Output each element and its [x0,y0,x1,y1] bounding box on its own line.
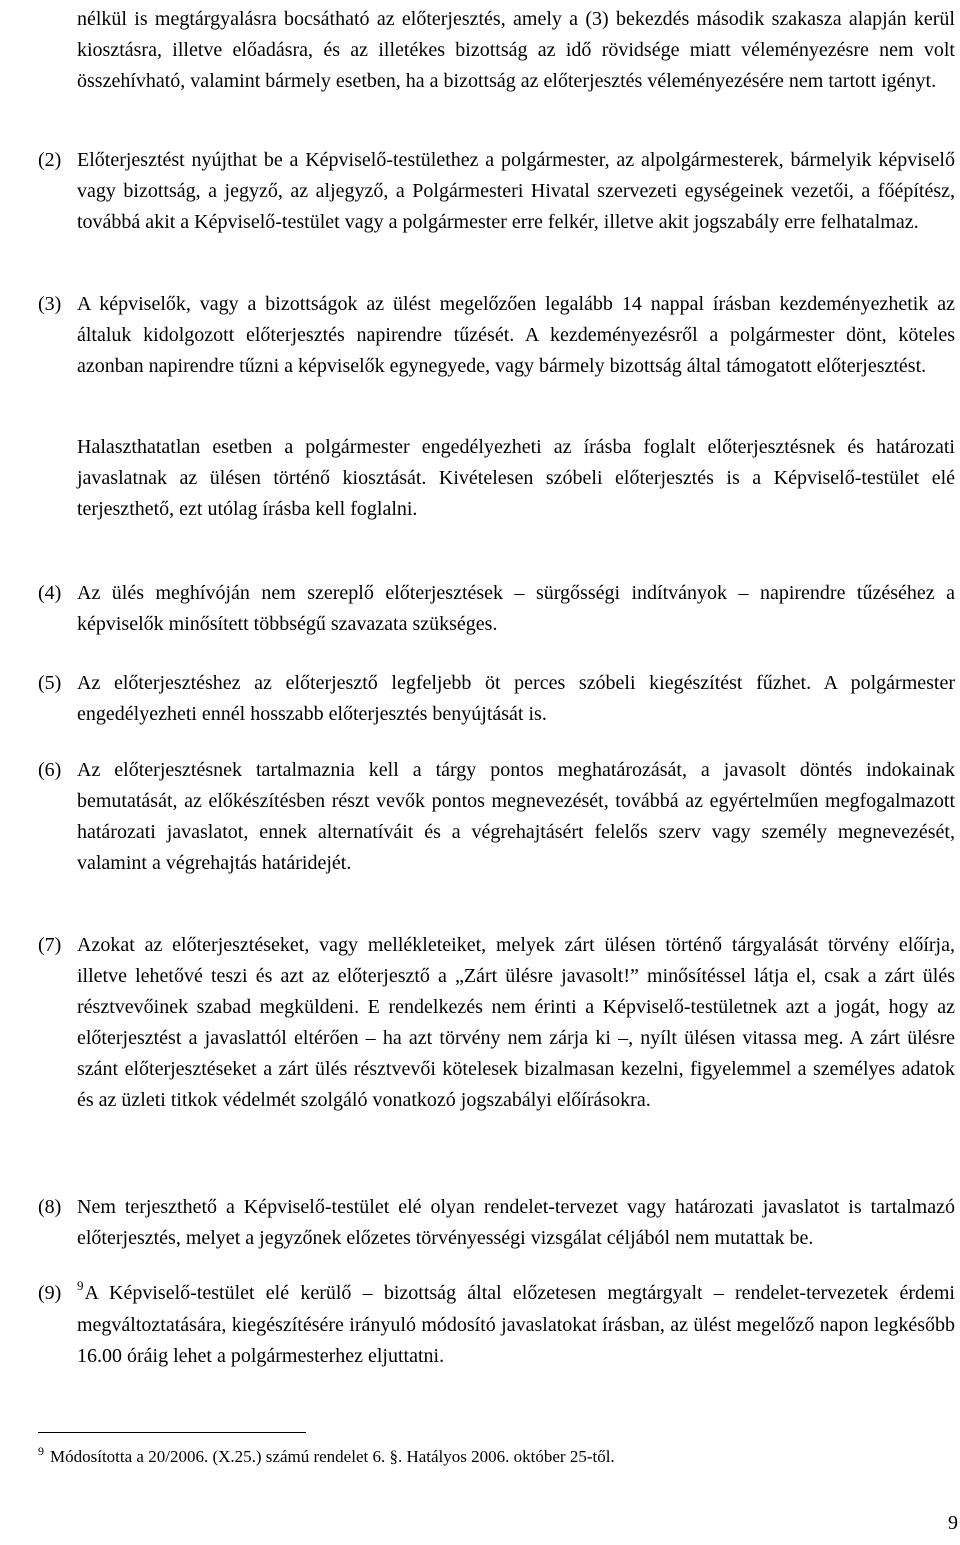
footnote-reference[interactable]: 9 [77,1278,84,1293]
paragraph-text: Azokat az előterjesztéseket, vagy mellékleteiket, melyek zárt ülésen történő tárgyalását törvény előírja, illetve lehetővé teszi és azt az előterjesztő a „Zárt ülésre javasolt!” minősítéssel látja el, csak a zárt ülés résztvevőinek szabad megküldeni. E rendelkezés nem érinti a Képviselő-testületnek azt a jogát, hogy az előterjesztést a javaslattól eltérően – ha azt törvény nem zárja ki –, nyílt ülésen vitassa meg. A zárt ülésre szánt előterjesztéseket a zárt ülés résztvevői kötelesek bizalmasan kezelni, figyelemmel a személyes adatok és az üzleti titkok védelmét szolgáló vonatkozó jogszabályi előírásokra. [77,934,955,1111]
paragraph-3 [38,289,955,382]
paragraph-9 [38,1278,955,1372]
paragraph-8 [38,1192,955,1254]
paragraph-number: (6) [38,759,62,781]
footnote-mark: 9 [38,1444,44,1458]
paragraph-2 [38,145,955,238]
footnote-text: Módosította a 20/2006. (X.25.) számú rendelet 6. §. Hatályos 2006. október 25-től. [50,1447,615,1466]
paragraph-number: (9) [38,1282,62,1304]
footnote [38,1446,615,1469]
paragraph-number: (3) [38,293,62,315]
paragraph-3-continued: Halaszthatatlan esetben a polgármester engedélyezheti az írásba foglalt előterjesztésnek és határozati javaslatnak az ülésen történő kiosztását. Kivételesen szóbeli előterjesztés is a Képviselő-testület elé terjeszthető, ezt utólag írásba kell foglalni. [77,436,955,520]
paragraph-text: A képviselők, vagy a bizottságok az ülést megelőzően legalább 14 nappal írásban kezdeményezhetik az általuk kidolgozott előterjesztés napirendre tűzését. A kezdeményezésről a polgármester dönt, köteles azonban napirendre tűzni a képviselők egynegyede, vagy bármely bizottság által támogatott előterjesztést. [77,293,955,377]
paragraph-body: A Képviselő-testület elé kerülő – bizottság által előzetesen megtárgyalt – rendelet-tervezetek érdemi megváltoztatására, kiegészítésére irányuló módosító javaslatokat írásban, az ülést megelőző napon legkésőbb 16.00 óráig lehet a polgármesterhez eljuttatni. [77,1282,955,1367]
paragraph-number: (2) [38,149,62,171]
paragraph-4 [38,578,955,640]
paragraph-text [77,1278,955,1372]
paragraph-text: Az előterjesztéshez az előterjesztő legfeljebb öt perces szóbeli kiegészítést fűzhet. A polgármester engedélyezheti ennél hosszabb előterjesztés benyújtását is. [77,672,955,725]
paragraph-text: Az előterjesztésnek tartalmaznia kell a tárgy pontos meghatározását, a javasolt döntés indokainak bemutatását, az előkészítésben részt vevők pontos megnevezését, továbbá az egyértelműen megfogalmazott határozati javaslatot, ennek alternatíváit és a végrehajtásért felelős szerv vagy személy megnevezését, valamint a végrehajtás határidejét. [77,759,955,874]
paragraph-7 [38,930,955,1116]
paragraph-number: (5) [38,672,62,694]
paragraph-text: Előterjesztést nyújthat be a Képviselő-testülethez a polgármester, az alpolgármesterek, bármelyik képviselő vagy bizottság, a jegyző, az aljegyző, a Polgármesteri Hivatal szervezeti egységeinek vezetői, a főépítész, továbbá akit a Képviselő-testület vagy a polgármester erre felkér, illetve akit jogszabály erre felhatalmaz. [77,149,955,233]
paragraph-text: Az ülés meghívóján nem szereplő előterjesztések – sürgősségi indítványok – napirendre tűzéséhez a képviselők minősített többségű szavazata szükséges. [77,582,955,635]
page-number: 9 [948,1512,958,1534]
paragraph-5 [38,668,955,730]
continuation-paragraph: nélkül is megtárgyalásra bocsátható az előterjesztés, amely a (3) bekezdés második szakasza alapján kerül kiosztásra, illetve előadásra, és az illetékes bizottság az idő rövidsége miatt véleményezésre nem volt összehívható, valamint bármely esetben, ha a bizottság az előterjesztés véleményezésére nem tartott igényt. [77,8,955,92]
paragraph-number: (7) [38,934,62,956]
footnote-separator [38,1432,306,1433]
paragraph-text: Nem terjeszthető a Képviselő-testület elé olyan rendelet-tervezet vagy határozati javaslatot is tartalmazó előterjesztés, melyet a jegyzőnek előzetes törvényességi vizsgálat céljából nem mutattak be. [77,1196,955,1249]
paragraph-6 [38,755,955,879]
paragraph-number: (8) [38,1196,62,1218]
document-page [38,0,958,1545]
paragraph-number: (4) [38,582,62,604]
